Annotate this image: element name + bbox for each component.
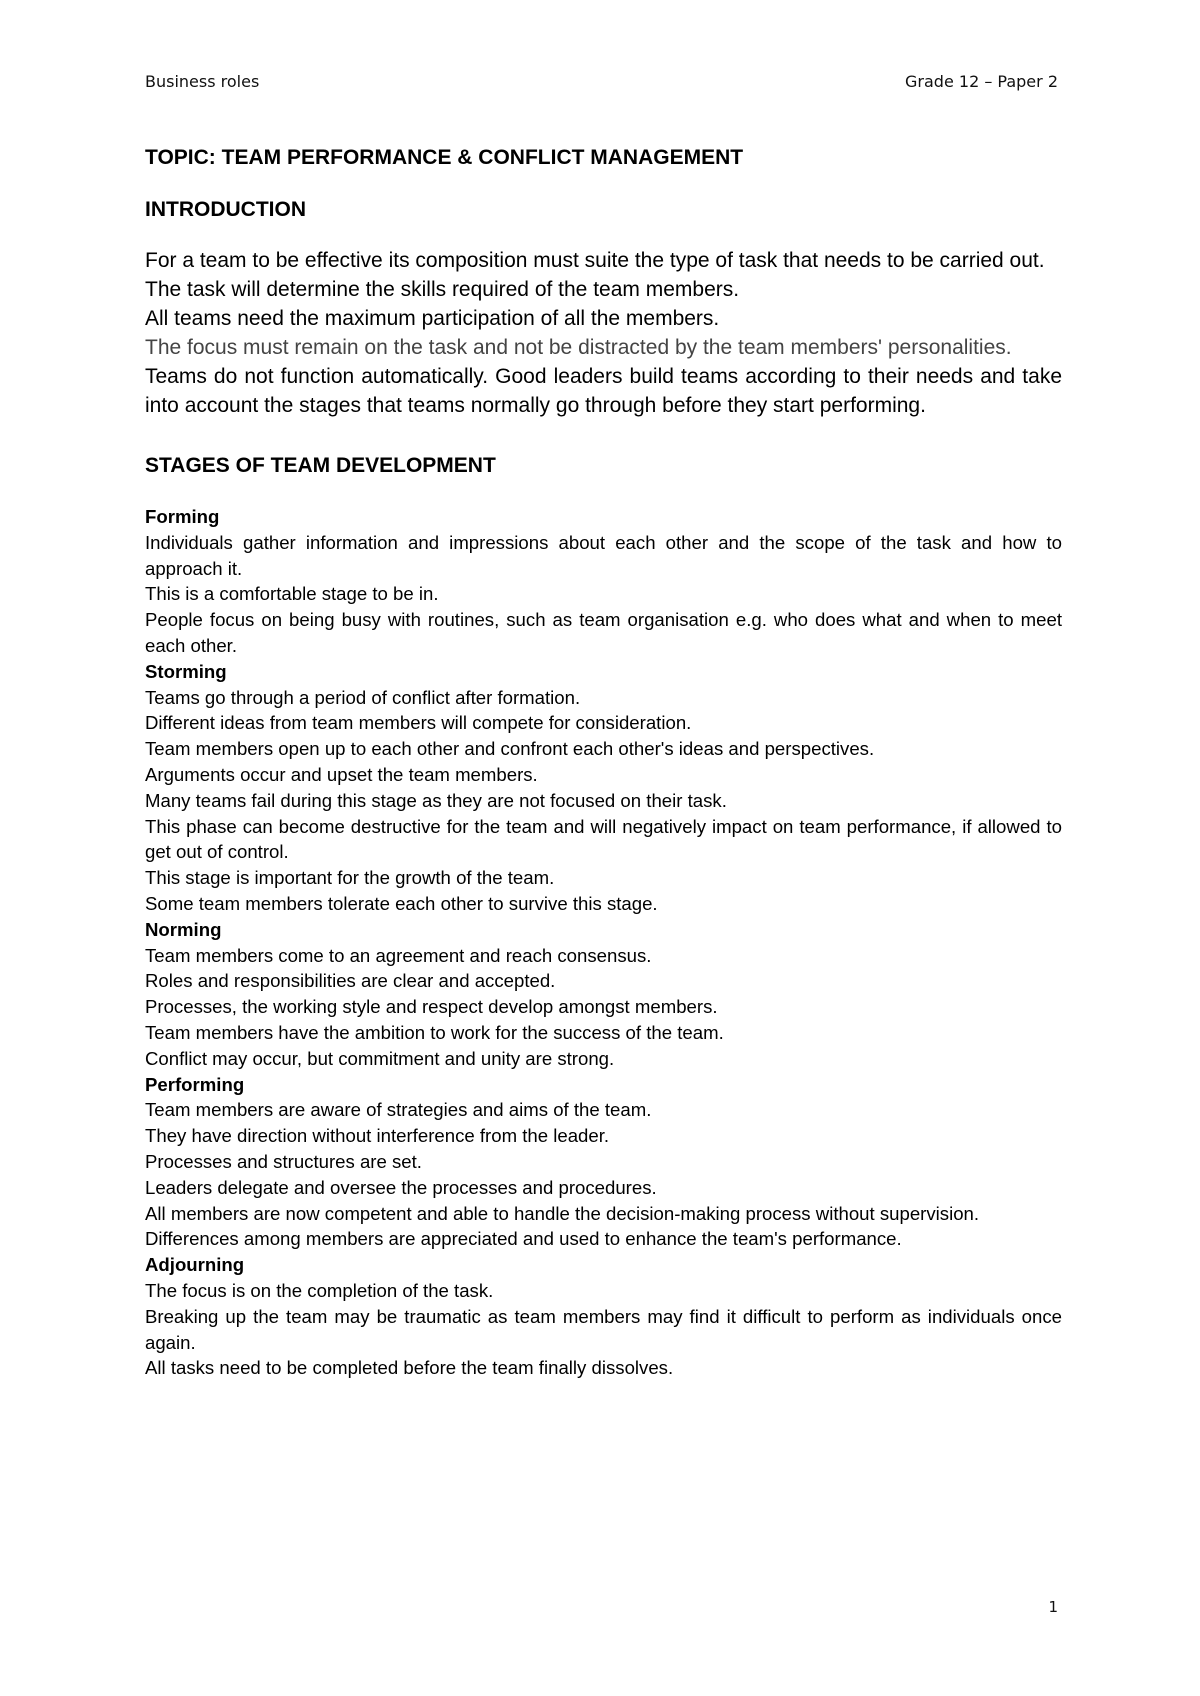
stage-line: Processes and structures are set.	[145, 1150, 422, 1172]
stage-line: Team members have the ambition to work for the success of the team.	[145, 1021, 724, 1043]
stage-line: Different ideas from team members will compete for consideration.	[145, 712, 692, 734]
stage-line: Arguments occur and upset the team members.	[145, 763, 538, 785]
stage-title: Adjourning	[145, 1254, 245, 1276]
stage-line: Roles and responsibilities are clear and accepted.	[145, 970, 556, 992]
stage-line: Teams go through a period of conflict after formation.	[145, 686, 581, 708]
stage-forming	[145, 504, 1062, 659]
stage-title: Performing	[145, 1073, 245, 1095]
stage-title: Norming	[145, 918, 222, 940]
stage-storming	[145, 659, 1062, 917]
stage-title: Forming	[145, 506, 220, 527]
stage-line: Some team members tolerate each other to survive this stage.	[145, 892, 658, 914]
intro-paragraph: All teams need the maximum participation of all the members.	[145, 307, 720, 330]
intro-heading: INTRODUCTION	[145, 198, 306, 221]
stage-line: The focus is on the completion of the task.	[145, 1279, 494, 1301]
page-number: 1	[1048, 1598, 1058, 1616]
stage-line: People focus on being busy with routines, such as team organisation e.g. who does what and when to meet each other.	[145, 609, 1062, 656]
stages-heading: STAGES OF TEAM DEVELOPMENT	[145, 454, 496, 477]
stage-line: Individuals gather information and impressions about each other and the scope of the task and how to approach it.	[145, 531, 1062, 579]
stage-norming	[145, 917, 1062, 1072]
stage-adjourning	[145, 1252, 1062, 1381]
stage-line: Many teams fail during this stage as they are not focused on their task.	[145, 789, 727, 811]
stage-line: They have direction without interference from the leader.	[145, 1125, 610, 1147]
intro-paragraph: Teams do not function automatically. Good leaders build teams according to their needs and take into account the stages that teams normally go through before they start performing.	[145, 365, 1062, 417]
stage-line: All members are now competent and able to handle the decision-making process without supervision.	[145, 1202, 980, 1224]
stage-line: Team members are aware of strategies and aims of the team.	[145, 1099, 652, 1121]
document-body	[145, 144, 1062, 1381]
stage-title: Storming	[145, 660, 227, 682]
intro-paragraph: The task will determine the skills required of the team members.	[145, 278, 740, 301]
stage-line: Team members come to an agreement and reach consensus.	[145, 944, 652, 966]
stage-line: This phase can become destructive for the team and will negatively impact on team performance, if allowed to get out of control.	[145, 815, 1062, 863]
header-right: Grade 12 – Paper 2	[905, 72, 1058, 91]
intro-section	[145, 246, 1062, 420]
stage-line: Processes, the working style and respect develop amongst members.	[145, 996, 718, 1018]
intro-paragraph: The focus must remain on the task and not be distracted by the team members' personalities.	[145, 336, 1012, 359]
stage-line: Breaking up the team may be traumatic as team members may find it difficult to perform as individuals once again.	[145, 1305, 1062, 1353]
stage-performing	[145, 1072, 1062, 1253]
topic-heading: TOPIC: TEAM PERFORMANCE & CONFLICT MANAGEMENT	[145, 146, 744, 169]
header-left: Business roles	[145, 72, 260, 91]
stage-line: Team members open up to each other and confront each other's ideas and perspectives.	[145, 738, 875, 760]
stages-section	[145, 504, 1062, 1381]
stage-line: Leaders delegate and oversee the processes and procedures.	[145, 1176, 657, 1198]
intro-paragraph: For a team to be effective its composition must suite the type of task that needs to be carried out.	[145, 249, 1045, 272]
stage-line: Conflict may occur, but commitment and unity are strong.	[145, 1047, 615, 1069]
stage-line: This is a comfortable stage to be in.	[145, 583, 439, 605]
stage-line: This stage is important for the growth of the team.	[145, 867, 555, 889]
stage-line: All tasks need to be completed before the team finally dissolves.	[145, 1357, 674, 1379]
stage-line: Differences among members are appreciated and used to enhance the team's performance.	[145, 1228, 902, 1250]
